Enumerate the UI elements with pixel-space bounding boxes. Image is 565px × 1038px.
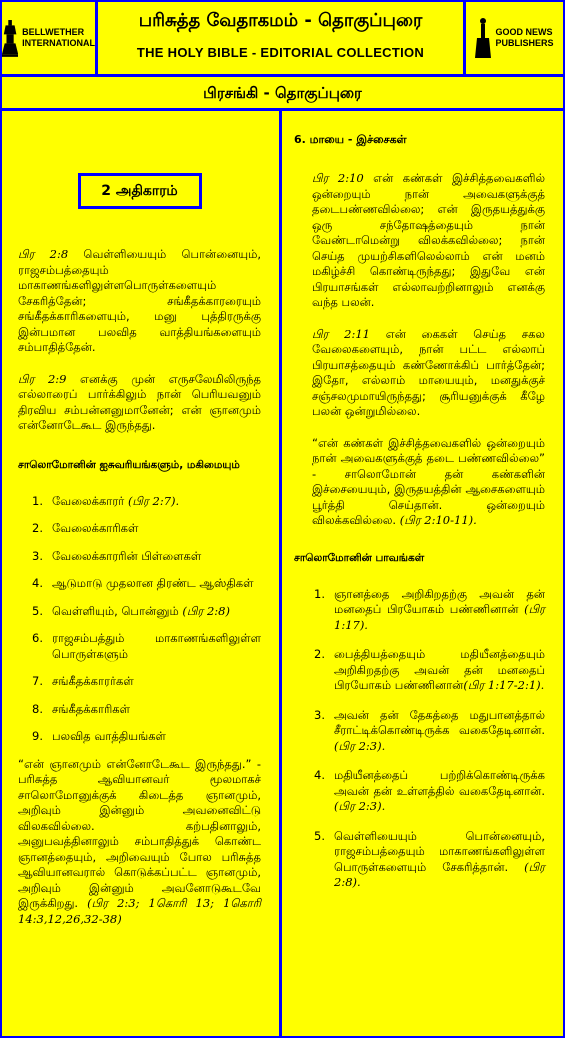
list-item bbox=[314, 829, 545, 891]
verse-paragraph bbox=[294, 327, 545, 420]
list-item bbox=[32, 702, 261, 718]
book-subtitle: பிரசங்கி - தொகுப்புரை bbox=[2, 77, 563, 111]
title-english: THE HOLY BIBLE - EDITORIAL COLLECTION bbox=[136, 45, 425, 60]
list-text: சங்கீதக்காரர்கள் bbox=[52, 674, 134, 688]
list-num: 8. bbox=[32, 701, 43, 716]
list-num: 7. bbox=[32, 674, 43, 688]
list-item bbox=[314, 768, 545, 815]
verse-text: எனக்கு முன் எருசலேமிலிருந்த எல்லாரைப் பார்க்கிலும் நான் பெரியவனும் திரவிய சம்பன்னனுமானேன்; என் ஞானமும் என்னோடேகூட இருந்தது. bbox=[18, 371, 261, 432]
list-num: 4. bbox=[32, 576, 43, 590]
list-item bbox=[32, 494, 261, 510]
list-ref: (பிர 2:8) bbox=[182, 603, 230, 618]
bellwether-logo-icon bbox=[2, 16, 18, 60]
list-item bbox=[314, 708, 545, 755]
list-num: 4. bbox=[314, 768, 325, 782]
riches-list bbox=[18, 494, 261, 745]
closing-paragraph bbox=[18, 757, 261, 928]
list-text: அவன் தன் தேகத்தை மதுபானத்தால் சீராட்டிக்கொண்டிருக்க வகைதேடினான். bbox=[334, 707, 545, 737]
closing-ref: (பிர 2:3; 1கொரி 13; 1கொரி 14:3,12,26,32-38) bbox=[18, 896, 261, 926]
verse-paragraph bbox=[18, 372, 261, 434]
list-ref: (பிர 1:17). bbox=[334, 602, 545, 632]
list-text: ராஜசம்பத்தும் மாகாணங்களிலுள்ள பொருள்களும் bbox=[52, 631, 261, 661]
chapter-heading: 2 அதிகாரம் bbox=[101, 183, 178, 199]
header-right-logo bbox=[466, 2, 563, 77]
verse-text: என் கைகள் செய்த சகல வேலைகளையும், நான் பட்ட எல்லாப் பிரயாசத்தையும் கண்ணோக்கிப் பார்த்தேன்; இதோ, எல்லாம் மாயையும், மனதுக்குச் சஞ்சலமுமாயிருந்தது; சூரியனுக்குக் கீழே பலன் ஒன்றுமில்லை. bbox=[312, 326, 545, 418]
bellwether-logo-text bbox=[22, 27, 95, 49]
header-title-block bbox=[98, 2, 466, 77]
list-num: 5. bbox=[32, 603, 43, 618]
list-num: 2. bbox=[32, 521, 43, 535]
bellwether-line2: INTERNATIONAL bbox=[22, 38, 95, 48]
list-ref: (பிர 2:3). bbox=[334, 799, 386, 813]
list-item bbox=[32, 674, 261, 690]
list-text: வெள்ளியும், பொன்னும் bbox=[52, 603, 183, 618]
good-news-line2: PUBLISHERS bbox=[495, 38, 554, 48]
list-text: பலவித வாத்தியங்கள் bbox=[52, 729, 166, 743]
chapter-heading-box bbox=[78, 173, 202, 209]
list-ref: (பிர 2:7). bbox=[127, 493, 180, 508]
commentary-text: “என் கண்கள் இச்சித்தவைகளில் ஒன்றையும் நான் அவைகளுக்குத் தடை பண்ணவில்லை” - சாலொமோன் தன் கண்களின் இச்சையையும், இருதயத்தின் ஆசைகளையும் பூர்த்தி செய்தான். ஒன்றையும் விலக்கவில்லை. bbox=[312, 435, 545, 527]
list-text: வேலைக்காரிகள் bbox=[52, 521, 139, 535]
section-heading: சாலொமோனின் ஐசுவரியங்களும், மகிமையும் bbox=[18, 458, 240, 471]
list-item bbox=[32, 576, 261, 592]
sins-list bbox=[294, 587, 545, 891]
list-text: வேலைக்காரரின் பிள்ளைகள் bbox=[52, 548, 202, 563]
closing-text: “என் ஞானமும் என்னோடேகூட இருந்தது.” - பரிசுத்த ஆவியானவர் மூலமாகச் சாலொமோனுக்குக் கிடைத்த ஞானமும், அறிவும் இன்னும் அவனைவிட்டு விலகவில்லை. கற்பதினாலும், அனுபவத்தினாலும் சம்பாதித்துக் கொண்ட ஞானத்தையும், அறிவையும் போல பரிசுத்த ஆவியானவரால் கொடுக்கப்பட்ட ஞானமும், அறிவும் இன்னும் அவனோடுகூடவே இருக்கிறது. bbox=[18, 756, 261, 910]
verse-ref: பிர 2:9 bbox=[18, 371, 67, 386]
left-column bbox=[2, 111, 282, 1036]
section-heading: 6. மாயை - இச்சைகள் bbox=[294, 133, 407, 146]
bellwether-line1: BELLWETHER bbox=[22, 27, 85, 37]
list-num: 1. bbox=[32, 493, 43, 508]
list-item bbox=[32, 604, 261, 620]
right-column bbox=[282, 111, 563, 1036]
list-item bbox=[32, 549, 261, 565]
verse-ref: பிர 2:8 bbox=[18, 247, 69, 261]
verse-ref: பிர 2:11 bbox=[312, 326, 370, 341]
good-news-logo-icon bbox=[475, 16, 491, 60]
commentary-ref: (பிர 2:10-11). bbox=[399, 513, 477, 527]
list-item bbox=[32, 631, 261, 662]
verse-text: வெள்ளியையும் பொன்னையும், ராஜசம்பத்தையும் மாகாணங்களிலுள்ளபொருள்களையும் சேகரித்தேன்; சங்கீதக்காரரையும் சங்கீதக்காரிகளையும், மனு புத்திரருக்கு இன்பமான பலவித வாத்தியங்களையும் சம்பாதித்தேன். bbox=[18, 247, 262, 354]
list-num: 9. bbox=[32, 729, 43, 743]
list-item bbox=[314, 647, 545, 694]
list-text: பைத்தியத்தையும் மதியீனத்தையும் அறிகிறதற்கு அவன் தன் மனதைப் பிரயோகம் பண்ணினான் bbox=[334, 647, 545, 692]
verse-ref: பிர 2:10 bbox=[312, 171, 364, 185]
list-num: 2. bbox=[314, 647, 325, 661]
list-num: 3. bbox=[32, 548, 43, 563]
title-tamil: பரிசுத்த வேதாகமம் - தொகுப்புரை bbox=[138, 10, 423, 31]
list-item bbox=[32, 729, 261, 745]
list-item bbox=[314, 587, 545, 634]
list-text: சங்கீதக்காரிகள் bbox=[52, 701, 131, 716]
good-news-logo-text bbox=[495, 27, 553, 49]
list-num: 5. bbox=[314, 828, 325, 843]
verse-paragraph bbox=[18, 247, 261, 356]
list-num: 6. bbox=[32, 631, 43, 645]
header-left-logo bbox=[2, 2, 98, 77]
good-news-line1: GOOD NEWS bbox=[495, 27, 553, 37]
list-ref: (பிர 1:17-2:1). bbox=[463, 678, 545, 692]
list-text: வெள்ளியையும் பொன்னையும், ராஜசம்பத்தையும் மாகாணங்களிலுள்ள பொருள்களையும் சேகரித்தான். bbox=[334, 828, 545, 874]
commentary-paragraph bbox=[294, 436, 545, 529]
list-ref: (பிர 2:8). bbox=[334, 859, 545, 889]
list-num: 1. bbox=[314, 586, 325, 601]
list-text: வேலைக்காரர் bbox=[52, 493, 128, 508]
list-text: மதியீனத்தைப் பற்றிக்கொண்டிருக்க அவன் தன் உள்ளத்தில் வகைதேடினான். bbox=[334, 768, 545, 798]
list-text: ஆடுமாடு முதலான திரண்ட ஆஸ்திகள் bbox=[52, 576, 254, 590]
list-item bbox=[32, 521, 261, 537]
list-text: ஞானத்தை அறிகிறதற்கு அவன் தன் மனதைப் பிரயோகம் பண்ணினான் bbox=[334, 586, 545, 616]
verse-paragraph bbox=[294, 171, 545, 311]
list-num: 3. bbox=[314, 707, 325, 722]
list-ref: (பிர 2:3). bbox=[334, 738, 386, 753]
section-heading: சாலொமோனின் பாவங்கள் bbox=[294, 551, 425, 564]
verse-text: என் கண்கள் இச்சித்தவைகளில் ஒன்றையும் நான் அவைகளுக்குத் தடைபண்ணவில்லை; என் இருதயத்துக்கு ஒரு சந்தோஷத்தையும் நான் வேண்டாமென்று விலக்கவில்லை; நான் செய்த முயற்சிகளிலெல்லாம் என் மனம் மகிழ்ச்சி கொண்டிருந்தது; இதுவே என் பிரயாசங்கள் எல்லாவற்றினாலும் எனக்கு வந்த பலன். bbox=[312, 171, 545, 309]
